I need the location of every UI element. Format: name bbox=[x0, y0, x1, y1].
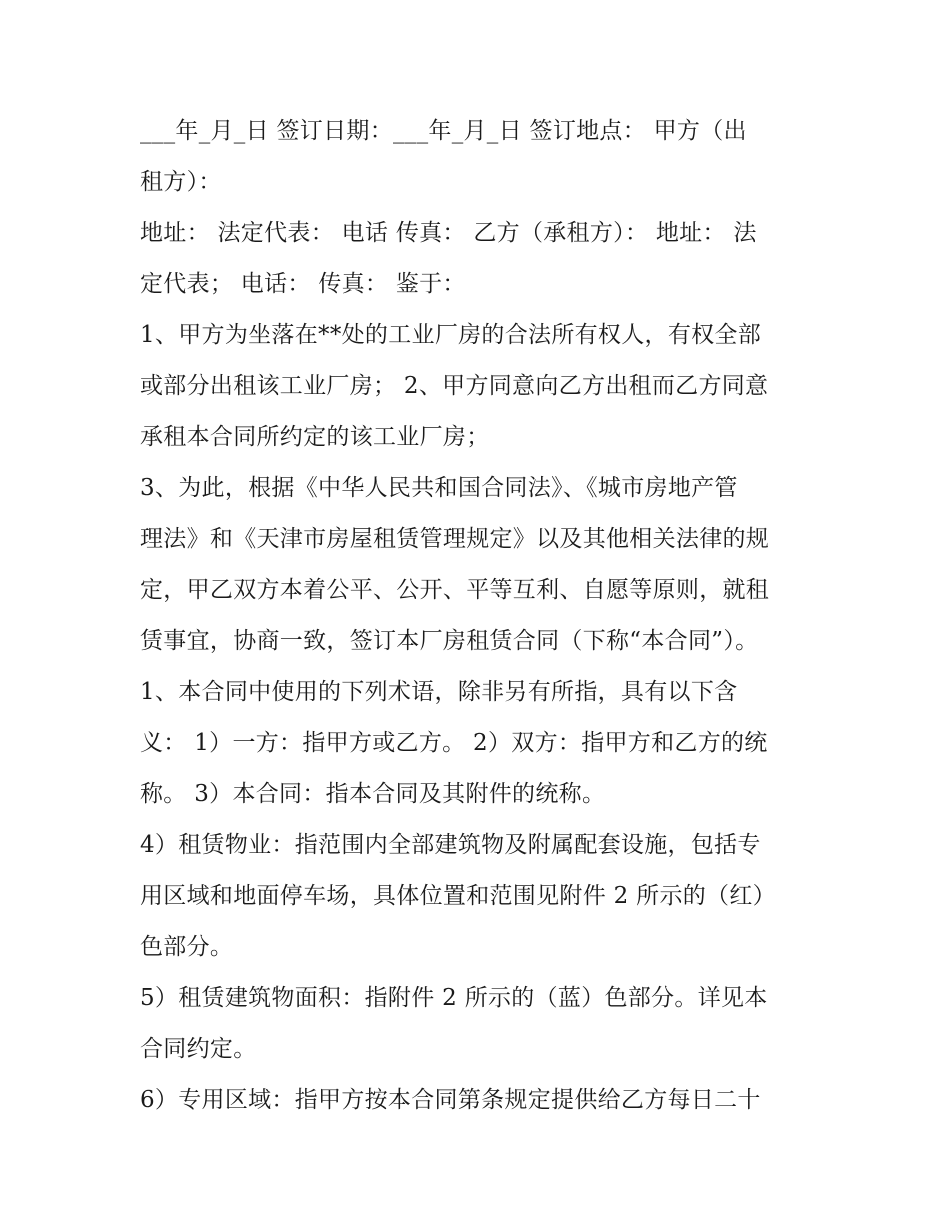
text-line: 地址： 法定代表： 电话 传真： 乙方（承租方）： 地址： 法 bbox=[140, 220, 757, 246]
text-line: 租方）： bbox=[140, 169, 222, 195]
text-line: 承租本合同所约定的该工业厂房； bbox=[140, 424, 490, 450]
text-line: 6）专用区域：指甲方按本合同第条规定提供给乙方每日二十 bbox=[140, 1087, 761, 1113]
text-line: 4）租赁物业：指范围内全部建筑物及附属配套设施，包括专 bbox=[140, 832, 761, 858]
text-line: 5）租赁建筑物面积：指附件 2 所示的（蓝）色部分。详见本 bbox=[140, 985, 768, 1011]
text-line: 理法》和《天津市房屋租赁管理规定》以及其他相关法律的规 bbox=[140, 526, 770, 552]
text-line: 定代表； 电话： 传真： 鉴于： bbox=[140, 271, 466, 297]
text-line: 合同约定。 bbox=[140, 1036, 257, 1062]
text-line: 1、甲方为坐落在**处的工业厂房的合法所有权人，有权全部 bbox=[140, 322, 762, 348]
text-line: ___年_月_日 签订日期：___年_月_日 签订地点： 甲方（出 bbox=[140, 118, 747, 144]
text-line: 定，甲乙双方本着公平、公开、平等互利、自愿等原则，就租 bbox=[140, 577, 770, 603]
text-line: 义： 1）一方：指甲方或乙方。 2）双方：指甲方和乙方的统 bbox=[140, 730, 768, 756]
text-line: 称。 3）本合同：指本合同及其附件的统称。 bbox=[140, 781, 606, 807]
text-line: 或部分出租该工业厂房； 2、甲方同意向乙方出租而乙方同意 bbox=[140, 373, 769, 399]
text-line: 赁事宜，协商一致，签订本厂房租赁合同（下称“本合同”）。 bbox=[140, 628, 759, 654]
text-line: 用区域和地面停车场，具体位置和范围见附件 2 所示的（红） bbox=[140, 883, 776, 909]
text-line: 色部分。 bbox=[140, 934, 234, 960]
text-line: 1、本合同中使用的下列术语，除非另有所指，具有以下含 bbox=[140, 679, 738, 705]
text-line: 3、为此，根据《中华人民共和国合同法》、《城市房地产管 bbox=[140, 475, 738, 501]
